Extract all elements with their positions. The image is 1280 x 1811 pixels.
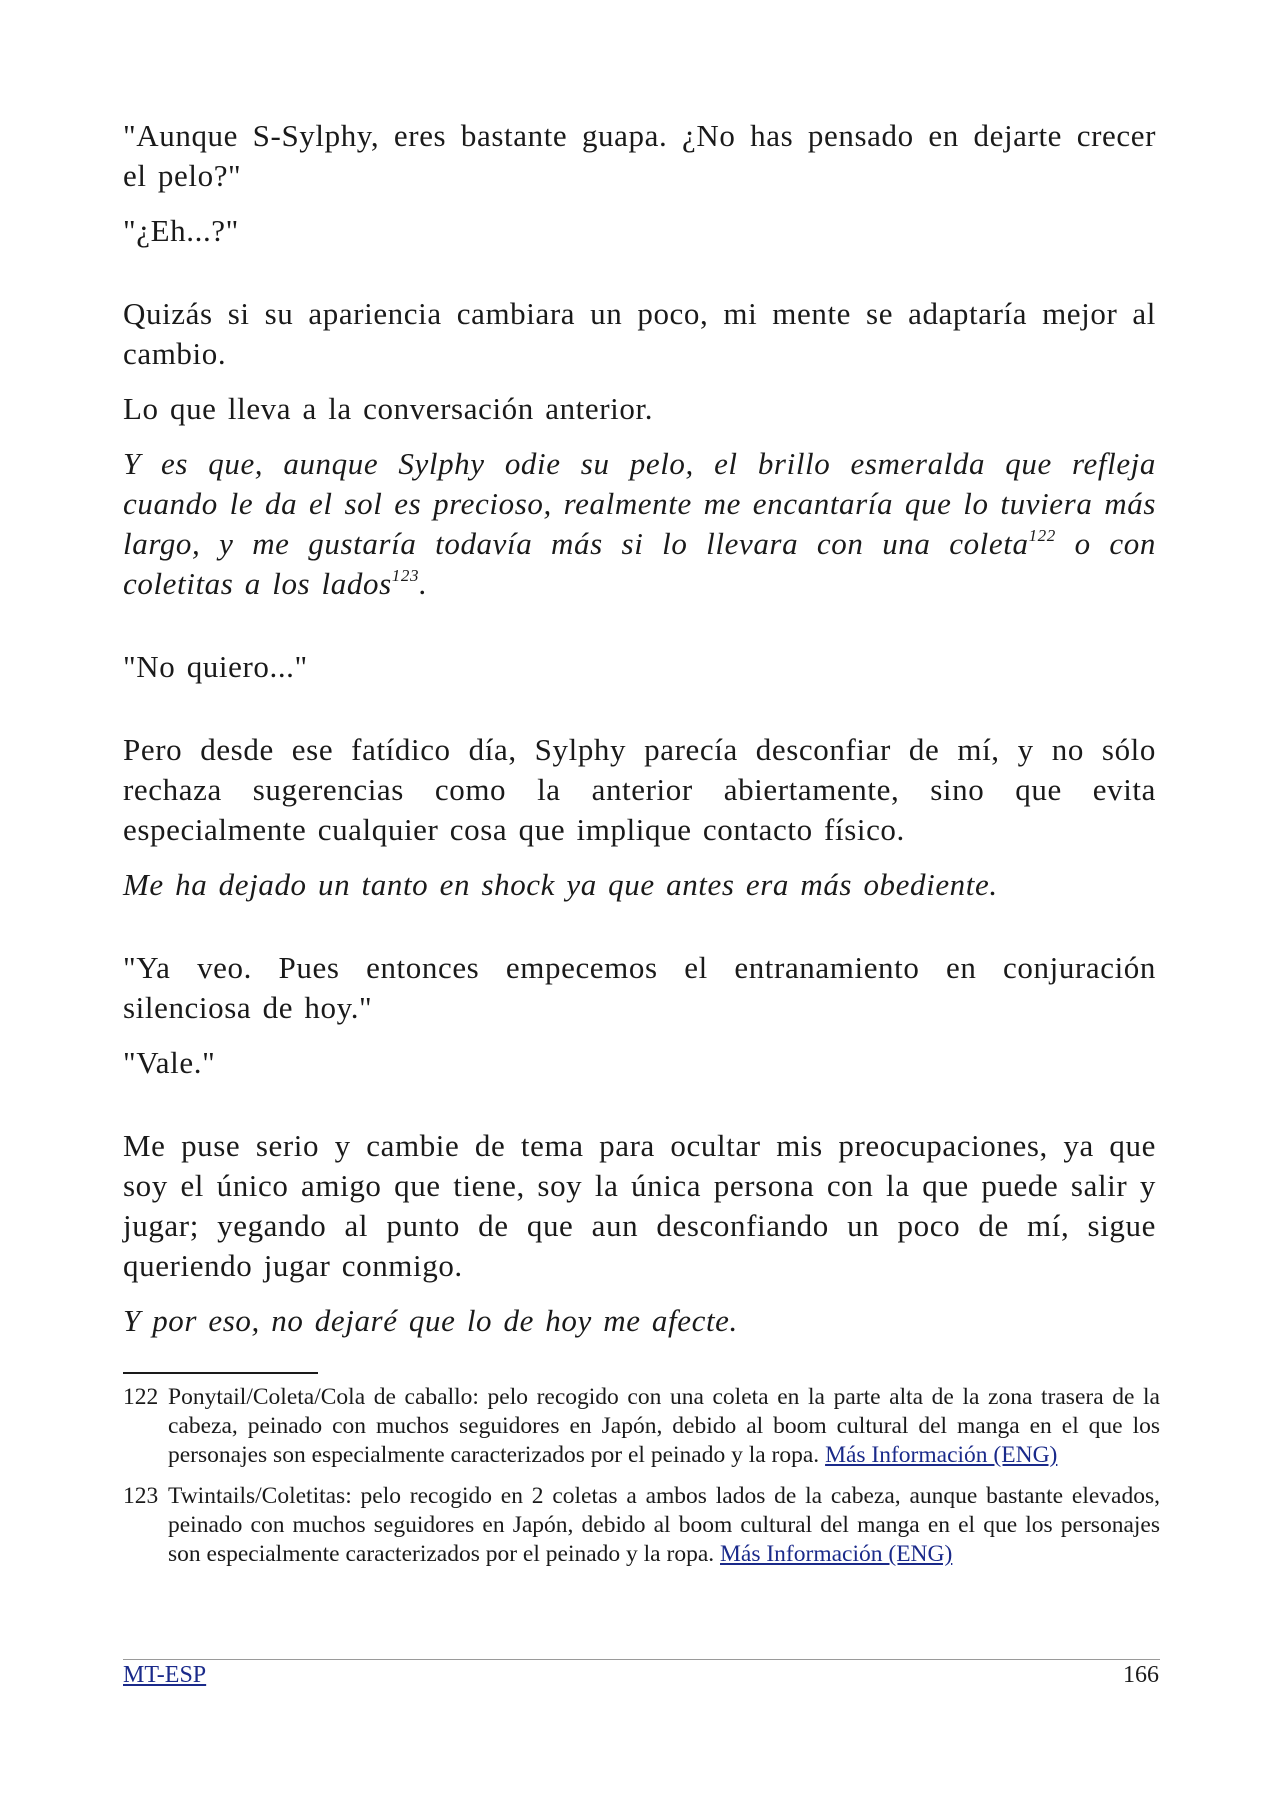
dialogue-paragraph: "No quiero..." — [123, 649, 308, 684]
footnote-number: 123 — [123, 1483, 159, 1509]
thought-paragraph: Y por eso, no dejaré que lo de hoy me afecte. — [123, 1303, 738, 1338]
footnote-number: 122 — [123, 1384, 159, 1410]
footnote-body: Ponytail/Coleta/Cola de caballo: pelo recogido con una coleta en la parte alta de la zona trasera de la cabeza, peinado con muchos seguidores en Japón, debido al boom cultural del manga en el que los personajes son especialmente caracterizados por el peinado y la ropa. — [168, 1384, 1160, 1468]
footnote-text — [168, 1383, 1160, 1470]
dialogue-paragraph: "Vale." — [123, 1045, 216, 1080]
thought-paragraph — [123, 444, 1156, 604]
more-info-link[interactable]: Más Información (ENG) — [825, 1442, 1058, 1468]
thought-text: . — [419, 566, 428, 601]
footer-link[interactable]: MT-ESP — [123, 1662, 207, 1688]
footnote-ref-123[interactable]: 123 — [391, 566, 420, 585]
page-number: 166 — [1123, 1662, 1159, 1688]
page-body — [123, 116, 1156, 1341]
footer-divider — [123, 1659, 1160, 1660]
thought-text: o con coletitas a los lados — [123, 526, 1156, 601]
footnote-122 — [123, 1383, 1160, 1470]
dialogue-paragraph: "Ya veo. Pues entonces empecemos el entranamiento en conjuración silenciosa de hoy." — [123, 950, 1156, 1025]
more-info-link[interactable]: Más Información (ENG) — [720, 1541, 953, 1567]
footnote-123 — [123, 1482, 1160, 1569]
narration-paragraph: Me puse serio y cambie de tema para ocultar mis preocupaciones, ya que soy el único amigo que tiene, soy la única persona con la que puede salir y jugar; yegando al punto de que aun desconfiando un poco de mí, sigue queriendo jugar conmigo. — [123, 1128, 1156, 1283]
narration-paragraph: Lo que lleva a la conversación anterior. — [123, 391, 654, 426]
footnote-body: Twintails/Coletitas: pelo recogido en 2 coletas a ambos lados de la cabeza, aunque bastante elevados, peinado con muchos seguidores en Japón, debido al boom cultural del manga en el que los personajes son especialmente caracterizados por el peinado y la ropa. — [168, 1483, 1160, 1567]
footnote-separator — [123, 1372, 318, 1374]
footnote-text — [168, 1482, 1160, 1569]
narration-paragraph: Pero desde ese fatídico día, Sylphy parecía desconfiar de mí, y no sólo rechaza sugerencias como la anterior abiertamente, sino que evita especialmente cualquier cosa que implique contacto físico. — [123, 732, 1156, 847]
footnote-ref-122[interactable]: 122 — [1028, 526, 1056, 545]
footnotes — [123, 1383, 1160, 1569]
thought-text: Y es que, aunque Sylphy odie su pelo, el brillo esmeralda que refleja cuando le da el sol es precioso, realmente me encantaría que lo tuviera más largo, y me gustaría todavía más si lo llevara con una coleta — [123, 446, 1156, 561]
dialogue-paragraph: "¿Eh...?" — [123, 213, 239, 248]
thought-paragraph: Me ha dejado un tanto en shock ya que antes era más obediente. — [123, 867, 998, 902]
narration-paragraph: Quizás si su apariencia cambiara un poco, mi mente se adaptaría mejor al cambio. — [123, 296, 1156, 371]
dialogue-paragraph: "Aunque S-Sylphy, eres bastante guapa. ¿No has pensado en dejarte crecer el pelo?" — [123, 118, 1156, 193]
